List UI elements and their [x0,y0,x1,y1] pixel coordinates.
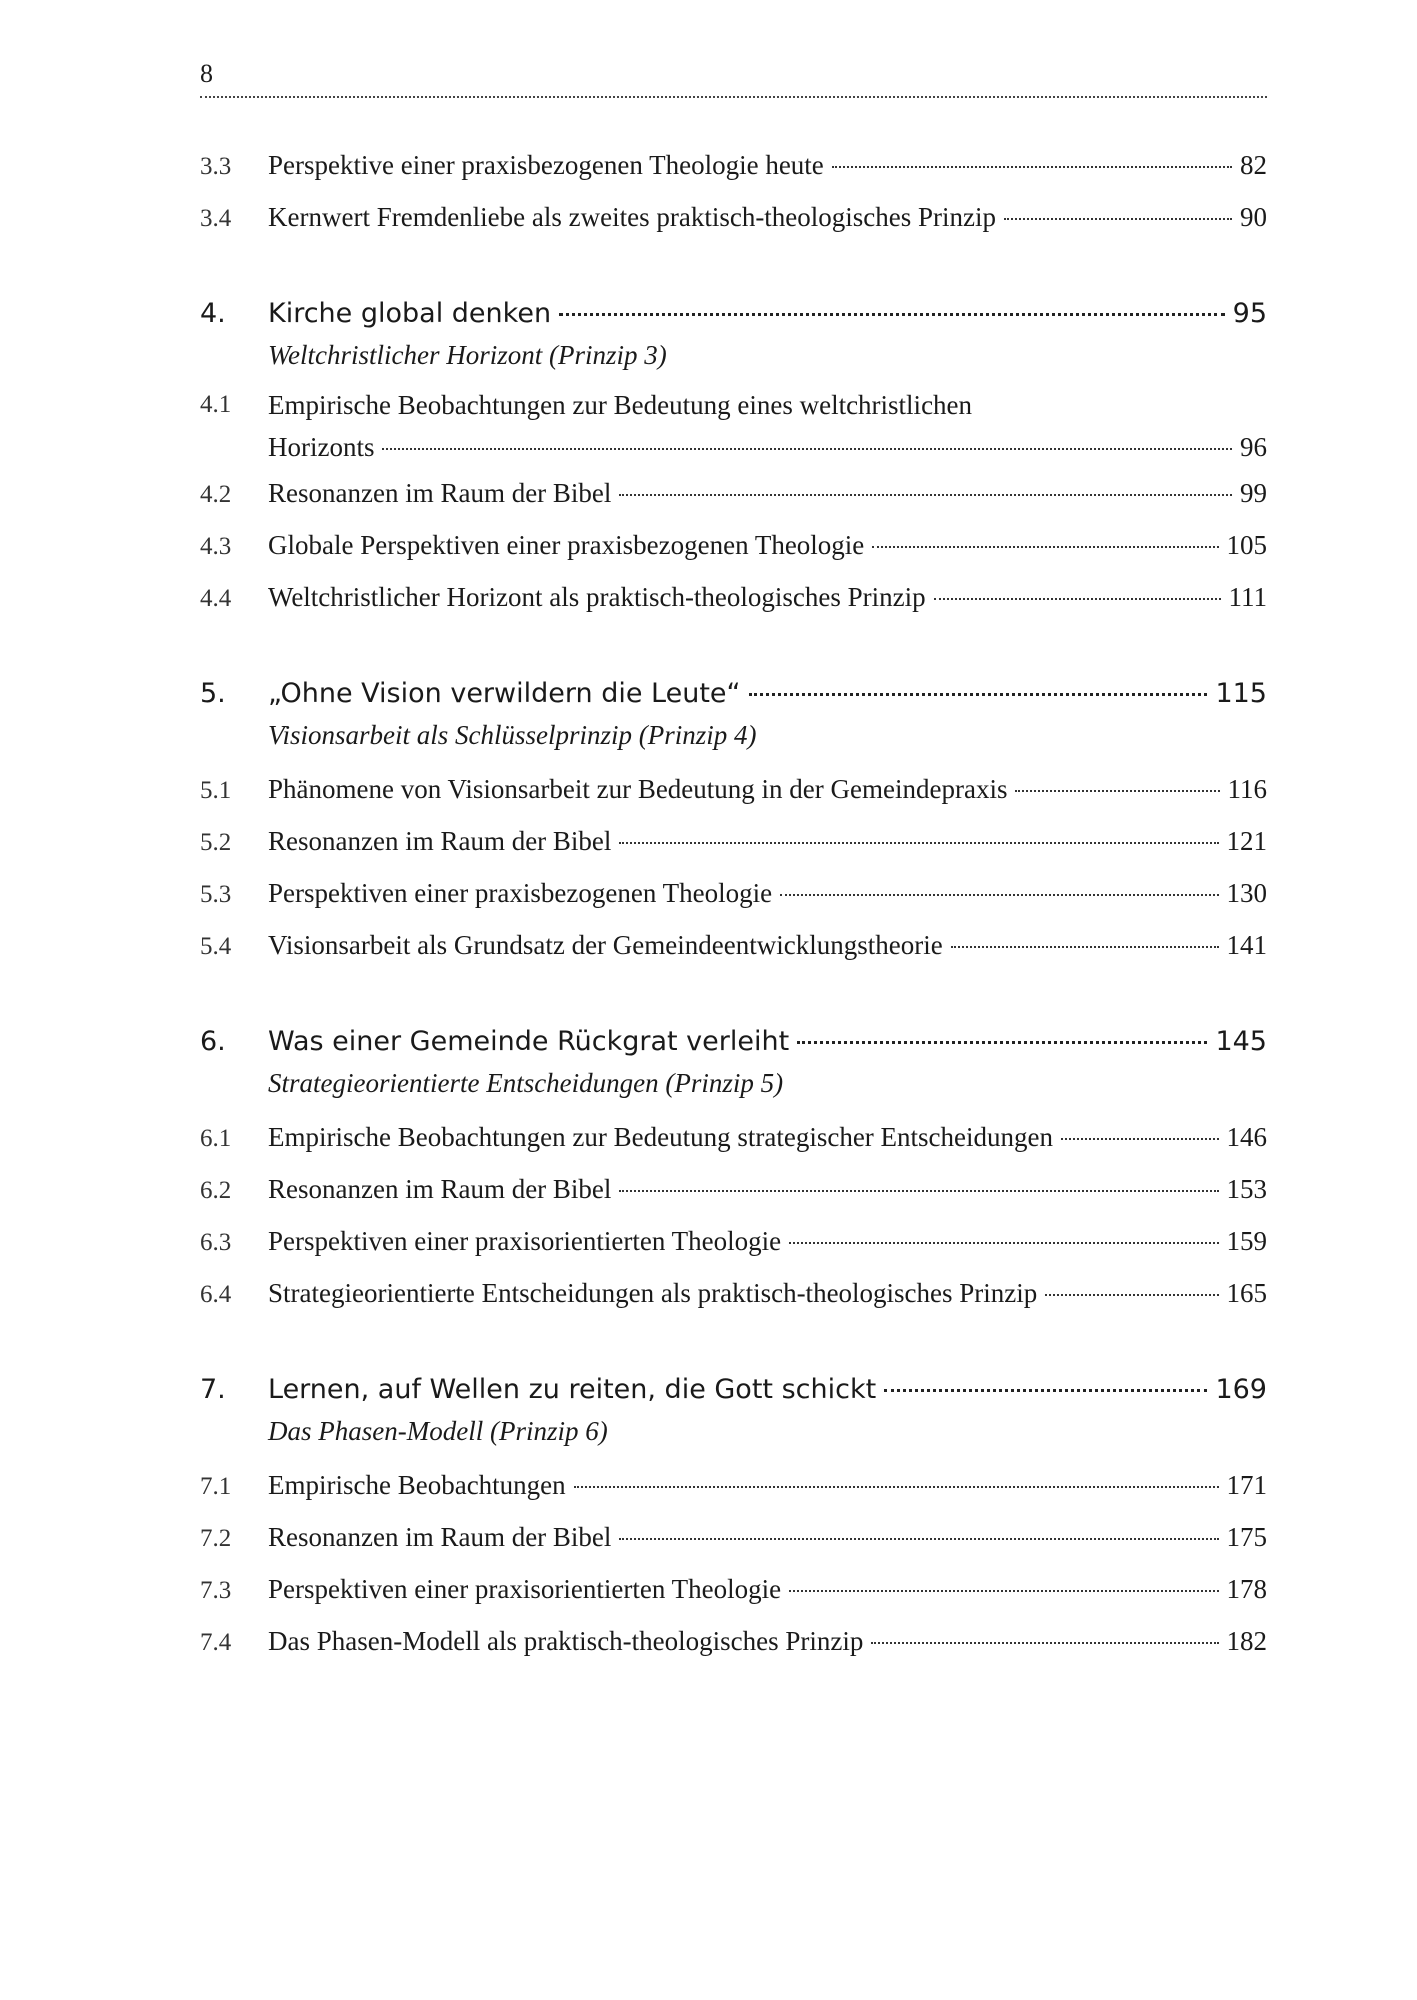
section-number: 7.1 [200,1473,232,1500]
toc-entry[interactable] [200,1112,1267,1164]
toc-entry[interactable] [200,1216,1267,1268]
dot-leader [871,1642,1218,1644]
chapter-heading[interactable] [200,292,1267,336]
section-title: Empirische Beobachtungen [268,1470,566,1500]
chapter-subtitle: Strategieorientierte Entscheidungen (Prinzip 5) [268,1068,784,1098]
section-number: 3.4 [200,205,232,232]
dot-leader [934,598,1221,600]
section-page: 182 [1226,1626,1267,1656]
toc-page [200,58,1267,1668]
section-title: Globale Perspektiven einer praxisbezogenen Theologie [268,530,865,560]
section-page: 178 [1226,1574,1267,1604]
section-title: Empirische Beobachtungen zur Bedeutung strategischer Entscheidungen [268,1122,1054,1152]
toc-entry[interactable] [200,1460,1267,1512]
toc-entry[interactable] [200,920,1267,972]
toc-entry[interactable] [200,468,1267,520]
section-page: 130 [1226,878,1267,908]
section-number: 5.4 [200,933,232,960]
toc-entry[interactable] [200,1164,1267,1216]
section-title: Perspektiven einer praxisorientierten Theologie [268,1574,782,1604]
chapter-number: 5. [200,678,226,709]
chapter-subtitle: Das Phasen-Modell (Prinzip 6) [268,1416,608,1446]
dot-leader [619,494,1232,496]
section-page: 171 [1226,1470,1267,1500]
section-number: 5.1 [200,777,232,804]
section-page: 159 [1226,1226,1267,1256]
section-page: 141 [1226,930,1267,960]
section-number: 5.3 [200,881,232,908]
chapter-heading[interactable] [200,1368,1267,1412]
chapter-subtitle: Weltchristlicher Horizont (Prinzip 3) [268,340,667,370]
section-number: 6.2 [200,1177,232,1204]
section-title: Perspektive einer praxisbezogenen Theologie heute [268,150,824,180]
section-page: 105 [1226,530,1267,560]
toc-entry[interactable] [200,816,1267,868]
chapter-heading[interactable] [200,672,1267,716]
dot-leader [1061,1138,1218,1140]
dot-leader [1004,218,1232,220]
dot-leader [832,166,1232,168]
dot-leader [619,1190,1218,1192]
dot-leader [619,842,1218,844]
section-number: 7.4 [200,1629,232,1656]
section-number: 4.2 [200,481,232,508]
toc-entry[interactable] [200,140,1267,192]
dot-leader [559,313,1225,316]
dot-leader [382,448,1232,450]
dot-leader [789,1242,1218,1244]
dot-leader [872,546,1218,548]
section-title: Strategieorientierte Entscheidungen als praktisch-theologisches Prinzip [268,1278,1038,1308]
chapter-title: Was einer Gemeinde Rückgrat verleiht [268,1026,790,1057]
section-number: 4.4 [200,585,232,612]
toc-entry[interactable] [200,1268,1267,1320]
toc-entry[interactable] [200,764,1267,816]
section-title: Das Phasen-Modell als praktisch-theologisches Prinzip [268,1626,864,1656]
dot-leader [619,1538,1218,1540]
section-title: Weltchristlicher Horizont als praktisch-theologisches Prinzip [268,582,926,612]
section-title: Resonanzen im Raum der Bibel [268,478,612,508]
section-number: 4.1 [200,391,232,418]
toc-entry[interactable] [200,192,1267,244]
chapter-heading[interactable] [200,1020,1267,1064]
section-page: 153 [1226,1174,1267,1204]
toc-entry[interactable] [200,384,1267,468]
dot-leader [1045,1294,1218,1296]
toc-entry[interactable] [200,1512,1267,1564]
toc-entry[interactable] [200,868,1267,920]
section-number: 5.2 [200,829,232,856]
section-title: Phänomene von Visionsarbeit zur Bedeutung in der Gemeindepraxis [268,774,1008,804]
section-number: 6.1 [200,1125,232,1152]
chapter-block [200,1020,1267,1320]
section-page: 146 [1226,1122,1267,1152]
toc-entry[interactable] [200,1564,1267,1616]
dot-leader [780,894,1218,896]
section-title: Resonanzen im Raum der Bibel [268,1174,612,1204]
section-page: 82 [1240,150,1267,180]
section-title: Visionsarbeit als Grundsatz der Gemeindeentwicklungstheorie [268,930,943,960]
section-title: Perspektiven einer praxisbezogenen Theologie [268,878,773,908]
chapter-block [200,1368,1267,1668]
chapter-page: 145 [1215,1026,1267,1057]
dot-leader [574,1486,1219,1488]
section-number: 6.4 [200,1281,232,1308]
chapter-block [200,672,1267,972]
toc-entry[interactable] [200,572,1267,624]
section-title: Perspektiven einer praxisorientierten Theologie [268,1226,782,1256]
toc-entry[interactable] [200,520,1267,572]
section-page: 121 [1226,826,1267,856]
page-number: 8 [200,59,213,88]
dot-leader [789,1590,1218,1592]
chapter-title: Lernen, auf Wellen zu reiten, die Gott schickt [268,1374,877,1405]
section-page: 165 [1226,1278,1267,1308]
chapter-number: 4. [200,298,226,329]
chapter-block [200,292,1267,624]
section-page: 96 [1240,432,1267,462]
section-title: Resonanzen im Raum der Bibel [268,1522,612,1552]
chapter-number: 6. [200,1026,226,1057]
chapter-page: 169 [1215,1374,1267,1405]
section-number: 3.3 [200,153,232,180]
section-number: 4.3 [200,533,232,560]
dot-leader [951,946,1219,948]
chapter-page: 115 [1215,678,1267,709]
section-number: 6.3 [200,1229,232,1256]
dot-leader [797,1041,1207,1044]
section-number: 7.2 [200,1525,232,1552]
chapter-number: 7. [200,1374,226,1405]
dot-leader [884,1389,1207,1392]
section-page: 175 [1226,1522,1267,1552]
section-title-line1: Empirische Beobachtungen zur Bedeutung eines weltchristlichen [268,390,973,420]
chapter-title: „Ohne Vision verwildern die Leute“ [268,678,741,709]
section-title: Horizonts [268,432,375,462]
section-page: 111 [1228,582,1267,612]
dot-leader [1015,790,1219,792]
dot-leader [749,693,1208,696]
chapter-subtitle: Visionsarbeit als Schlüsselprinzip (Prinzip 4) [268,720,757,750]
chapter-title: Kirche global denken [268,298,552,329]
section-title: Resonanzen im Raum der Bibel [268,826,612,856]
chapter-page: 95 [1232,298,1267,329]
section-page: 116 [1227,774,1267,804]
section-page: 90 [1240,202,1267,232]
toc-entry[interactable] [200,1616,1267,1668]
section-page: 99 [1240,478,1267,508]
section-number: 7.3 [200,1577,232,1604]
section-title: Kernwert Fremdenliebe als zweites praktisch-theologisches Prinzip [268,202,997,232]
